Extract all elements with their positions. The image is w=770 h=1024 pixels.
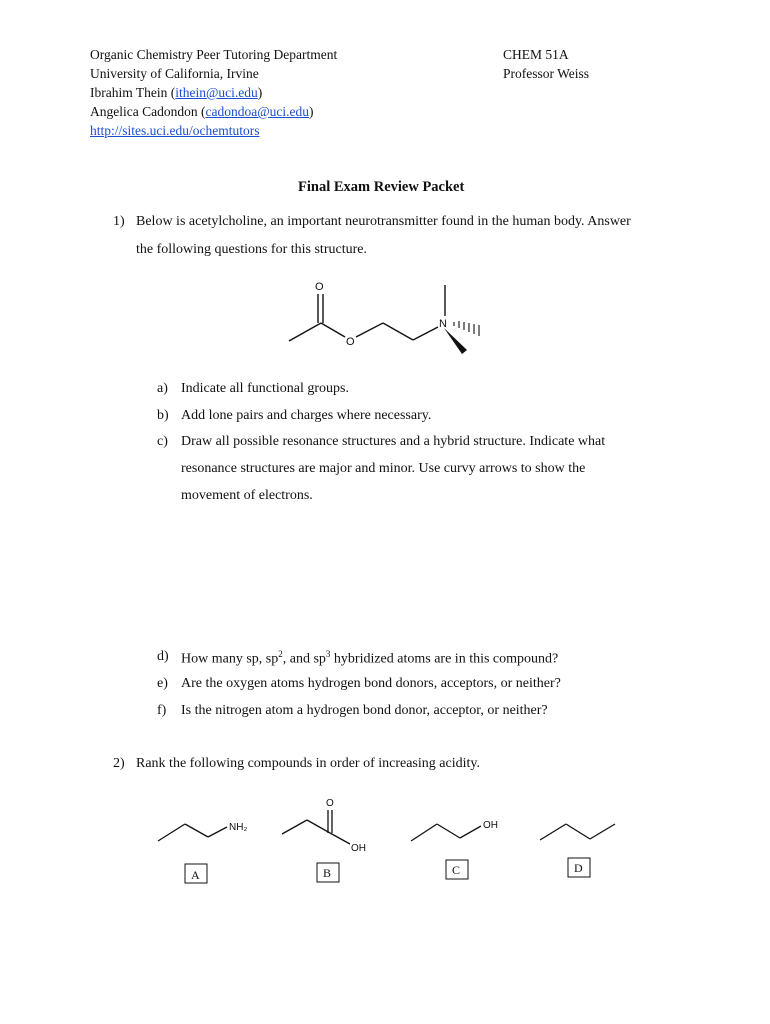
department-line: Organic Chemistry Peer Tutoring Department [90,47,338,62]
compound-d-structure [540,824,615,840]
q1-text-line2: the following questions for this structure. [136,242,367,257]
course-code: CHEM 51A [503,47,569,62]
compound-a-nh2: NH₂ [229,822,248,833]
compound-c-oh: OH [483,820,498,831]
tutor-1-close: ) [257,85,263,100]
tutor-1-name: Ibrahim Thein ( [90,85,176,100]
q1-part-b-letter: b) [157,408,169,423]
q1-part-d-pre: How many sp, sp [181,651,279,667]
tutor-1-email-link[interactable]: ithein@uci.edu [175,85,258,100]
website-link[interactable]: http://sites.uci.edu/ochemtutors [90,123,260,138]
q1-part-a-text: Indicate all functional groups. [181,381,349,396]
university-line: University of California, Irvine [90,66,259,81]
q2-number: 2) [113,756,125,771]
q1-part-c-line3: movement of electrons. [181,488,313,503]
bond [321,323,345,337]
q1-text-line1: Below is acetylcholine, an important neurotransmitter found in the human body. Answer [136,214,631,229]
q1-part-a-letter: a) [157,381,168,396]
compound-b-label: B [323,866,332,880]
q1-part-d-text [181,649,558,668]
compound-b-structure [282,810,350,844]
page-title: Final Exam Review Packet [298,179,465,195]
atom-o-carbonyl: O [315,281,324,293]
acetylcholine-structure [289,285,445,341]
q1-part-f-letter: f) [157,703,167,718]
wedge-bond [444,328,467,354]
q1-part-d-sup2: 3 [325,649,331,659]
q1-part-c-line2: resonance structures are major and minor. Use curvy arrows to show the [181,461,586,476]
q1-part-c-letter: c) [157,434,168,449]
compound-c-label: C [452,863,461,877]
q1-part-c-text: Draw all possible resonance structures and a hybrid structure. Indicate what [181,434,606,449]
bond [413,327,438,340]
atom-n: N [439,318,447,330]
tutor-2-email-link[interactable]: cadondoa@uci.edu [205,104,309,119]
compound-b-oh: OH [351,843,366,854]
compound-a-label: A [191,868,200,882]
tutor-2-close: ) [309,104,314,119]
q1-part-b-text: Add lone pairs and charges where necessary. [181,408,432,423]
hashed-bond [454,321,479,336]
bond [383,323,413,340]
q1-part-e-text: Are the oxygen atoms hydrogen bond donors, acceptors, or neither? [181,676,561,691]
compound-a-structure [158,824,227,841]
q1-number: 1) [113,214,125,229]
q1-part-e-letter: e) [157,676,168,691]
q1-part-d-sup1: 2 [278,649,283,659]
compound-b-o: O [326,798,334,809]
tutor-2-name: Angelica Cadondon ( [90,104,206,119]
bond [356,323,383,337]
atom-o-ester: O [346,336,355,348]
compound-c-structure [411,824,481,841]
bond [289,323,321,341]
q1-part-f-text: Is the nitrogen atom a hydrogen bond donor, acceptor, or neither? [181,703,548,718]
q1-part-d-letter: d) [157,649,169,664]
q1-part-d-mid: , and sp [282,651,326,667]
professor-name: Professor Weiss [503,66,590,81]
q1-part-d-post: hybridized atoms are in this compound? [330,651,559,667]
q2-text: Rank the following compounds in order of increasing acidity. [136,756,480,771]
compound-d-label: D [574,861,583,875]
